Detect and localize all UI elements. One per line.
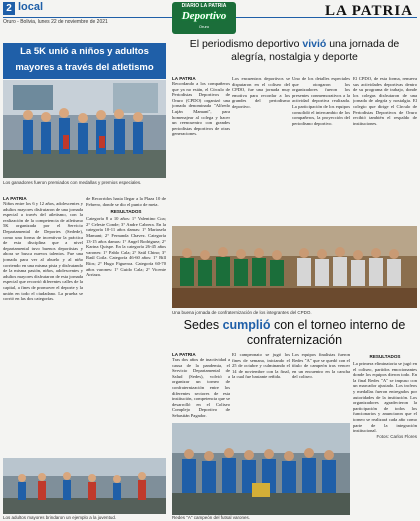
badge-top-text: DIARIO LA PATRIA (181, 3, 227, 9)
top-photo-caption: Una buena jornada de confraternización de los integrantes del CPDO. (172, 310, 312, 315)
left-headline: La 5K unió a niños y adultos mayores a través del atletismo (15, 46, 154, 73)
left-photo-caption: Los ganadores fueron premiados con medallas y premios especiales. (3, 180, 142, 185)
left-kicker: LA PATRIA (3, 196, 27, 201)
runners-photo (3, 458, 166, 514)
masthead: LA PATRIA (325, 3, 414, 19)
bottom-body-1: Tras dos años de inactividad a causa de la pandemia, el Servicio Departamental de Salud (Sedes), volvió a organizar un torneo de confraternización entre los diferentes sectores de esta institución, competencia que se desarrolló en el Coliseo Complejo Deportivo de Sebastián Pagador. (172, 357, 230, 418)
bottom-photo-caption: Redes "A" campeón del futsal varones. (172, 515, 250, 520)
bottom-headline-highlight: cumplió (222, 318, 271, 332)
top-kicker: LA PATRIA (172, 76, 196, 81)
bottom-column-2: El campeonato se jugó los fines de semana, iniciando el 25 de octubre y culminando el 14 de noviembre con la final, la cual fue bastante reñida. (232, 352, 290, 380)
top-column-2: Los encuentros deportivos se disputaron en el coliseo del CPDO, fue una jornada muy emotiva para recordar a los grandes del periodismo deportivo. (232, 76, 290, 109)
top-headline-post: una jornada de alegría, nostalgia y deporte (231, 38, 400, 63)
dateline: Oruro - Bolivia, lunes 22 de noviembre de 2021 (3, 19, 108, 25)
left-column-1 (3, 196, 83, 456)
bottom-headline-post: con el torneo interno de confraternización (246, 318, 406, 347)
section-label: local (18, 1, 44, 13)
left-column-2 (86, 196, 166, 456)
top-headline-highlight: vivió (302, 38, 327, 50)
left-body-2b: Categoría 8 a 10 años: 1° Valentino Coa; 2° Celeste Conde; 3° Andre Cabrera. En la categoría 10-11 años damas: 1° Mariasela Mamani; 2° Fernanda Chavez. Categoría 13-15 años damas: 1° Angel Rodriguez; 2° Karina Quispe. En la categoría 26-45 años varones: 1° Pablo Cala; 2° Saúl Chino; 3° Raúl Coila. Categoría 46-60 años: 1° Bill Ríos; 2° Hugo Figueroa. Categoría 60-70 años varones: 1° Guido Cala; 2° Vicente Arriaza. (86, 216, 166, 278)
deportivo-badge (172, 2, 236, 34)
photo-credit: Fotos: Carlos Flores (376, 433, 417, 439)
top-headline (172, 38, 417, 63)
badge-main-text: Deportivo (181, 10, 227, 22)
bottom-headline (172, 318, 417, 348)
bottom-column-1 (172, 352, 230, 422)
left-body-1: Niños entre los 6 y 12 años, adolescentes y adultos mayores disfrutaron de una jornada especial a través del atletismo, con la realización de la competencia de atletismo 5K organizada por el Servicio Departamental de Deportes (Sedede), como una forma de incentivar la práctica de esta disciplina que a nivel departamental tuvo buenos deportistas y ahora se busca nuevos talentos. Fue una jornada para ver al abuelo y al niño corriendo en una misma pista y disfrutando de la misma pasión, niños, adolescentes y adultos mayores disfrutaron de esta jornada especial que recorrió diferentes calles de la capital, a fines de promover el deporte y la unión en todo el ciudadano. La prueba se corrió en las dos categorías. (3, 201, 83, 302)
left-body-2: de Recorridos hasta llegar a la Plaza 10 de Febrero, donde se dio el punto de meta. (86, 196, 166, 207)
page-number: 2 (3, 2, 15, 15)
bottom-kicker: LA PATRIA (172, 352, 196, 357)
bottom-subhead: RESULTADOS (369, 354, 401, 359)
badge-bottom-text: Oruro (198, 24, 210, 29)
bottom-column-3: Los equipos finalistas fueron Redes "A" que se quedó con el título de campeón tras vencer en un encuentro en la cancha del coliseo. (292, 352, 350, 380)
bottom-body-4: La primera eliminatoria se jugó en el coliseo, partidos emocionantes donde los equipos dieron todo. En la final Redes "A" se impuso con un marcador ajustado. Los trofeos y medallas fueron entregados por autoridades de la institución. Los organizadores agradecieron la participación de todos los funcionarios y anunciaron que el torneo se realizará cada año como parte de la integración institucional. (353, 361, 417, 434)
athletes-medal-photo (3, 80, 166, 178)
bottom-column-4 (353, 352, 417, 516)
top-headline-pre: El periodismo deportivo (189, 38, 303, 50)
top-column-1 (172, 76, 230, 226)
left-subhead: RESULTADOS (110, 209, 142, 215)
top-column-3: Uno de los detalles especiales que otorgaron los organizadores fueron los presentes conmemorativos a la actividad deportiva realizada. La participación de los equipos consolidó el intercambio de los compañeros, la proyección del periodismo deportivo. (292, 76, 350, 126)
top-column-4: El CPDO, de esta forma, renueva sus actividades deportivas dentro de su programa de trabajo, donde los colegas disfrutaron de una jornada de alegría y nostalgia. El colegio que dirige el Círculo de Periodistas Deportivos de Oruro recibió también el respaldo de instituciones. (353, 76, 417, 126)
left-photo2-caption: Los adultos mayores brindaron un ejemplo a la juventud. (3, 515, 117, 520)
futsal-champions-photo (172, 423, 350, 515)
bottom-headline-pre: Sedes (183, 318, 223, 332)
top-body-1: Recordando a los compañeros que ya no están, el Círculo de Periodistas Deportivos de Oruro (CPDO) organizó una jornada denominada "Alfredo Luján Mamani", para homenajear al colega y hacer un reencuentro con grandes periodistas deportivos de otras generaciones. (172, 81, 230, 137)
journalists-team-photo (172, 226, 417, 308)
